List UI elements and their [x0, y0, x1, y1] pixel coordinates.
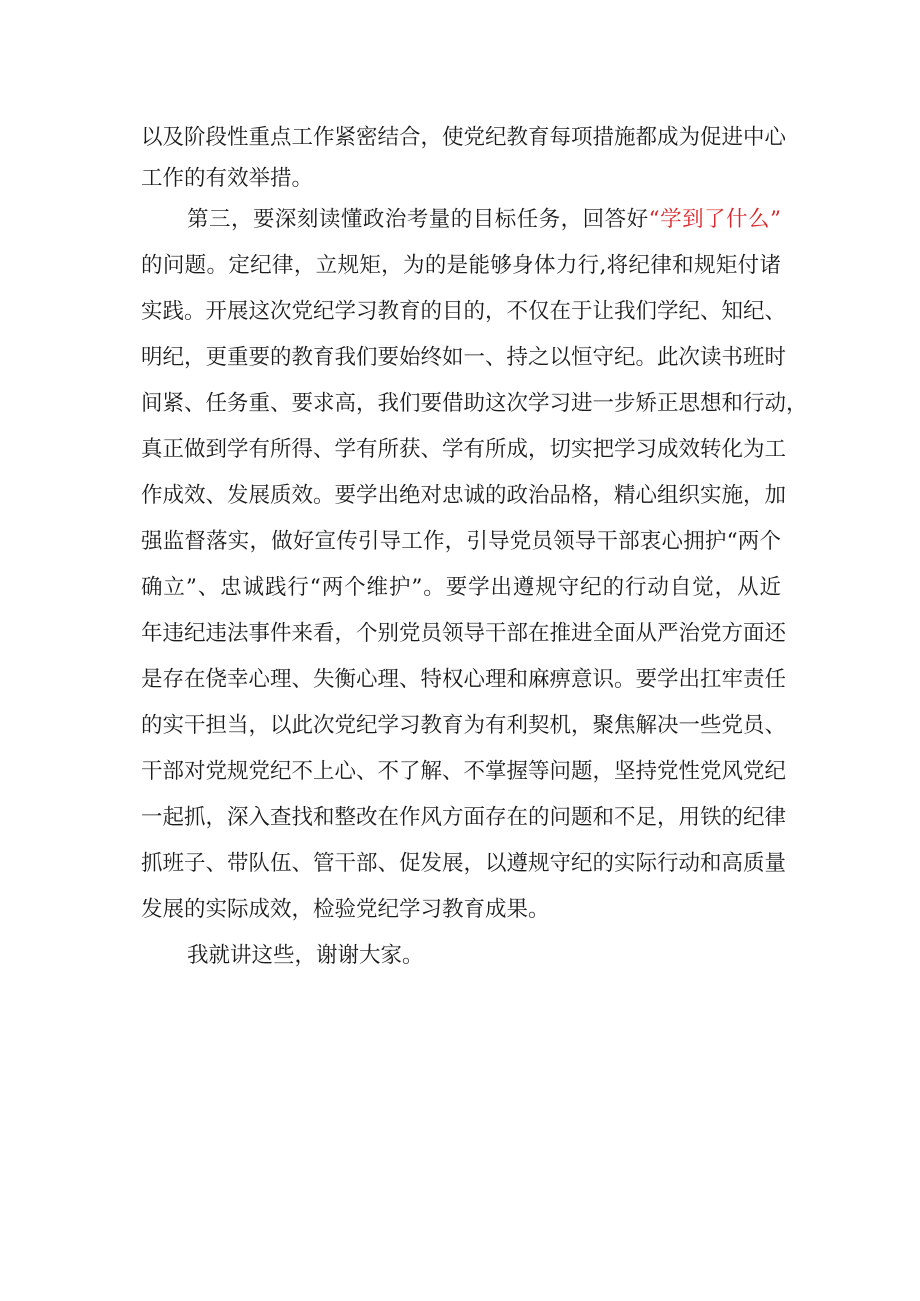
paragraph-2-line: 抓班子、带队伍、管干部、促发展，以遵规守纪的实际行动和高质量 — [141, 851, 787, 876]
paragraph-2-line: 发展的实际成效，检验党纪学习教育成果。 — [141, 897, 550, 922]
paragraph-2-line-1 — [187, 200, 781, 240]
paragraph-2-line: 年违纪违法事件来看，个别党员领导干部在推进全面从严治党方面还 — [141, 621, 787, 646]
paragraph-2-text: 第三，要深刻读懂政治考量的目标任务，回答好 — [187, 207, 649, 232]
highlighted-phrase: “学到了什么” — [648, 207, 781, 232]
paragraph-1-line-2: 工作的有效举措。 — [141, 166, 314, 191]
paragraph-2-line: 作成效、发展质效。要学出绝对忠诚的政治品格，精心组织实施，加 — [141, 483, 787, 508]
paragraph-2-line: 的实干担当，以此次党纪学习教育为有利契机，聚焦解决一些党员、 — [141, 713, 787, 738]
paragraph-2-line: 是存在侥幸心理、失衡心理、特权心理和麻痹意识。要学出扛牢责任 — [141, 667, 787, 692]
paragraph-2-line: 干部对党规党纪不上心、不了解、不掌握等问题，坚持党性党风党纪 — [141, 759, 787, 784]
paragraph-2-line: 的问题。定纪律，立规矩，为的是能够身体力行,将纪律和规矩付诸 — [141, 253, 781, 278]
paragraph-2-line: 明纪，更重要的教育我们要始终如一、持之以恒守纪。此次读书班时 — [141, 345, 787, 370]
paragraph-2-line: 间紧、任务重、要求高，我们要借助这次学习进一步矫正思想和行动， — [141, 391, 808, 416]
paragraph-2-line: 实践。开展这次党纪学习教育的目的，不仅在于让我们学纪、知纪、 — [141, 299, 787, 324]
paragraph-2-line: 一起抓，深入查找和整改在作风方面存在的问题和不足，用铁的纪律 — [141, 805, 787, 830]
paragraph-2-line: 强监督落实，做好宣传引导工作，引导党员领导干部衷心拥护“两个 — [141, 529, 781, 554]
paragraph-1-line-1: 以及阶段性重点工作紧密结合，使党纪教育每项措施都成为促进中心 — [141, 125, 787, 150]
paragraph-2-line: 真正做到学有所得、学有所获、学有所成，切实把学习成效转化为工 — [141, 437, 787, 462]
paragraph-3-line-1: 我就讲这些，谢谢大家。 — [187, 943, 424, 968]
paragraph-2-line: 确立”、忠诚践行“两个维护”。要学出遵规守纪的行动自觉，从近 — [141, 575, 781, 600]
